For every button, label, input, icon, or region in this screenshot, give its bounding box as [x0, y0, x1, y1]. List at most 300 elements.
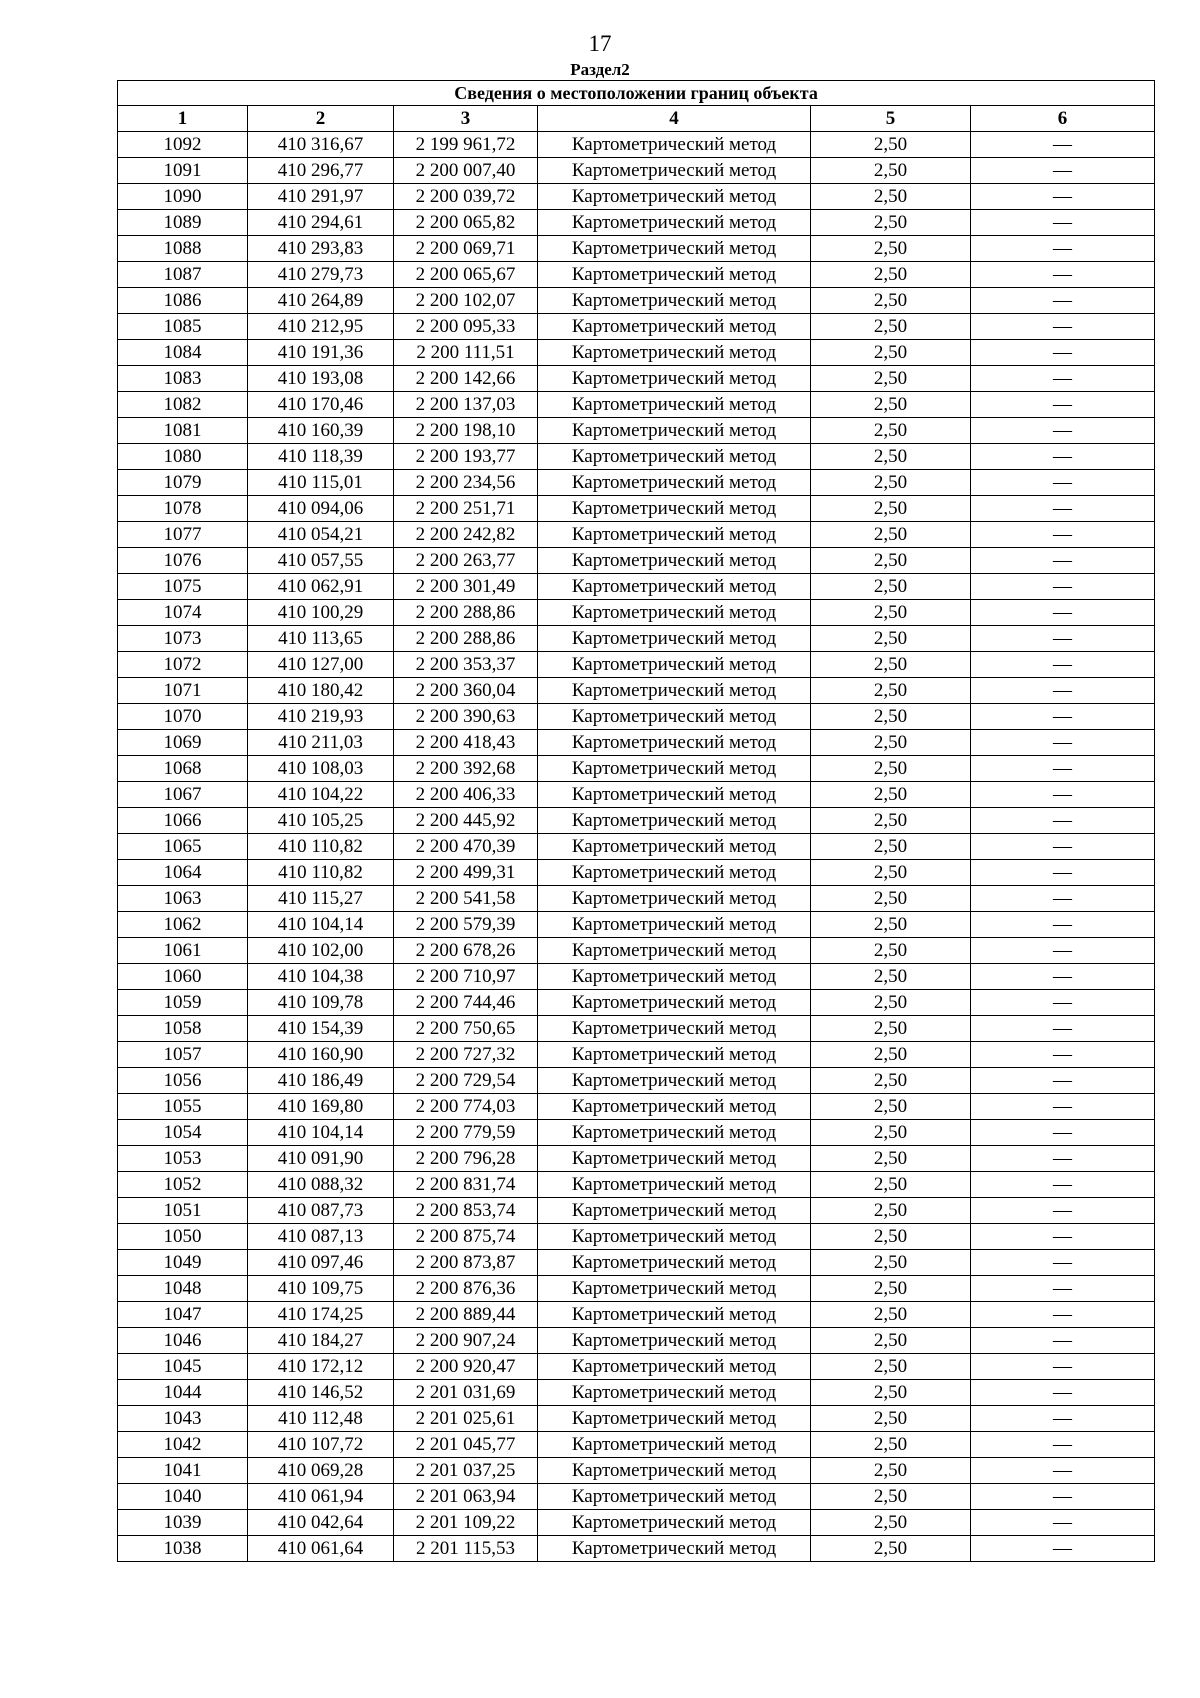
y-coordinate-cell: 2 200 406,33 — [394, 782, 538, 808]
table-row — [118, 366, 1155, 392]
x-coordinate-cell: 410 180,42 — [248, 678, 394, 704]
method-cell: Картометрический метод — [538, 704, 811, 730]
point-number-cell: 1045 — [118, 1354, 248, 1380]
table-row — [118, 1380, 1155, 1406]
column-header: 3 — [394, 106, 538, 132]
y-coordinate-cell: 2 200 392,68 — [394, 756, 538, 782]
table-caption: Сведения о местоположении границ объекта — [118, 81, 1155, 106]
method-cell: Картометрический метод — [538, 990, 811, 1016]
description-cell: — — [971, 1198, 1155, 1224]
x-coordinate-cell: 410 174,25 — [248, 1302, 394, 1328]
x-coordinate-cell: 410 291,97 — [248, 184, 394, 210]
point-number-cell: 1054 — [118, 1120, 248, 1146]
table-row — [118, 834, 1155, 860]
accuracy-cell: 2,50 — [811, 314, 971, 340]
accuracy-cell: 2,50 — [811, 184, 971, 210]
y-coordinate-cell: 2 201 109,22 — [394, 1510, 538, 1536]
table-row — [118, 288, 1155, 314]
column-header: 2 — [248, 106, 394, 132]
y-coordinate-cell: 2 200 779,59 — [394, 1120, 538, 1146]
description-cell: — — [971, 366, 1155, 392]
point-number-cell: 1062 — [118, 912, 248, 938]
accuracy-cell: 2,50 — [811, 366, 971, 392]
point-number-cell: 1077 — [118, 522, 248, 548]
x-coordinate-cell: 410 054,21 — [248, 522, 394, 548]
accuracy-cell: 2,50 — [811, 496, 971, 522]
point-number-cell: 1074 — [118, 600, 248, 626]
table-row — [118, 912, 1155, 938]
point-number-cell: 1039 — [118, 1510, 248, 1536]
point-number-cell: 1089 — [118, 210, 248, 236]
x-coordinate-cell: 410 105,25 — [248, 808, 394, 834]
table-row — [118, 1276, 1155, 1302]
y-coordinate-cell: 2 200 744,46 — [394, 990, 538, 1016]
description-cell: — — [971, 834, 1155, 860]
table-row — [118, 1458, 1155, 1484]
accuracy-cell: 2,50 — [811, 808, 971, 834]
table-row — [118, 860, 1155, 886]
method-cell: Картометрический метод — [538, 262, 811, 288]
method-cell: Картометрический метод — [538, 1432, 811, 1458]
y-coordinate-cell: 2 200 907,24 — [394, 1328, 538, 1354]
point-number-cell: 1064 — [118, 860, 248, 886]
y-coordinate-cell: 2 200 193,77 — [394, 444, 538, 470]
y-coordinate-cell: 2 200 251,71 — [394, 496, 538, 522]
point-number-cell: 1090 — [118, 184, 248, 210]
description-cell: — — [971, 912, 1155, 938]
method-cell: Картометрический метод — [538, 860, 811, 886]
x-coordinate-cell: 410 160,90 — [248, 1042, 394, 1068]
y-coordinate-cell: 2 200 727,32 — [394, 1042, 538, 1068]
point-number-cell: 1080 — [118, 444, 248, 470]
accuracy-cell: 2,50 — [811, 886, 971, 912]
description-cell: — — [971, 1302, 1155, 1328]
x-coordinate-cell: 410 115,27 — [248, 886, 394, 912]
point-number-cell: 1078 — [118, 496, 248, 522]
method-cell: Картометрический метод — [538, 288, 811, 314]
description-cell: — — [971, 1224, 1155, 1250]
method-cell: Картометрический метод — [538, 184, 811, 210]
table-row — [118, 340, 1155, 366]
x-coordinate-cell: 410 057,55 — [248, 548, 394, 574]
table-row — [118, 522, 1155, 548]
y-coordinate-cell: 2 199 961,72 — [394, 132, 538, 158]
description-cell: — — [971, 1016, 1155, 1042]
x-coordinate-cell: 410 169,80 — [248, 1094, 394, 1120]
x-coordinate-cell: 410 112,48 — [248, 1406, 394, 1432]
description-cell: — — [971, 574, 1155, 600]
point-number-cell: 1072 — [118, 652, 248, 678]
table-row — [118, 210, 1155, 236]
x-coordinate-cell: 410 088,32 — [248, 1172, 394, 1198]
y-coordinate-cell: 2 200 069,71 — [394, 236, 538, 262]
y-coordinate-cell: 2 200 301,49 — [394, 574, 538, 600]
method-cell: Картометрический метод — [538, 756, 811, 782]
y-coordinate-cell: 2 200 876,36 — [394, 1276, 538, 1302]
method-cell: Картометрический метод — [538, 886, 811, 912]
point-number-cell: 1053 — [118, 1146, 248, 1172]
method-cell: Картометрический метод — [538, 1458, 811, 1484]
method-cell: Картометрический метод — [538, 132, 811, 158]
accuracy-cell: 2,50 — [811, 1016, 971, 1042]
description-cell: — — [971, 1250, 1155, 1276]
table-body — [118, 132, 1155, 1562]
point-number-cell: 1067 — [118, 782, 248, 808]
method-cell: Картометрический метод — [538, 548, 811, 574]
table-row — [118, 496, 1155, 522]
method-cell: Картометрический метод — [538, 1276, 811, 1302]
description-cell: — — [971, 444, 1155, 470]
table-row — [118, 470, 1155, 496]
point-number-cell: 1069 — [118, 730, 248, 756]
point-number-cell: 1041 — [118, 1458, 248, 1484]
accuracy-cell: 2,50 — [811, 1172, 971, 1198]
accuracy-cell: 2,50 — [811, 756, 971, 782]
x-coordinate-cell: 410 069,28 — [248, 1458, 394, 1484]
accuracy-cell: 2,50 — [811, 574, 971, 600]
accuracy-cell: 2,50 — [811, 262, 971, 288]
description-cell: — — [971, 730, 1155, 756]
y-coordinate-cell: 2 200 360,04 — [394, 678, 538, 704]
accuracy-cell: 2,50 — [811, 470, 971, 496]
point-number-cell: 1082 — [118, 392, 248, 418]
point-number-cell: 1060 — [118, 964, 248, 990]
accuracy-cell: 2,50 — [811, 158, 971, 184]
point-number-cell: 1066 — [118, 808, 248, 834]
column-header: 1 — [118, 106, 248, 132]
x-coordinate-cell: 410 279,73 — [248, 262, 394, 288]
x-coordinate-cell: 410 184,27 — [248, 1328, 394, 1354]
table-row — [118, 782, 1155, 808]
method-cell: Картометрический метод — [538, 730, 811, 756]
y-coordinate-cell: 2 200 102,07 — [394, 288, 538, 314]
accuracy-cell: 2,50 — [811, 1146, 971, 1172]
accuracy-cell: 2,50 — [811, 652, 971, 678]
method-cell: Картометрический метод — [538, 1484, 811, 1510]
y-coordinate-cell: 2 200 065,82 — [394, 210, 538, 236]
table-row — [118, 626, 1155, 652]
description-cell: — — [971, 1380, 1155, 1406]
point-number-cell: 1073 — [118, 626, 248, 652]
y-coordinate-cell: 2 200 889,44 — [394, 1302, 538, 1328]
description-cell: — — [971, 1510, 1155, 1536]
table-row — [118, 1406, 1155, 1432]
y-coordinate-cell: 2 201 031,69 — [394, 1380, 538, 1406]
x-coordinate-cell: 410 211,03 — [248, 730, 394, 756]
method-cell: Картометрический метод — [538, 1094, 811, 1120]
accuracy-cell: 2,50 — [811, 1328, 971, 1354]
accuracy-cell: 2,50 — [811, 1406, 971, 1432]
description-cell: — — [971, 1094, 1155, 1120]
point-number-cell: 1071 — [118, 678, 248, 704]
point-number-cell: 1051 — [118, 1198, 248, 1224]
table-header-row — [118, 106, 1155, 132]
x-coordinate-cell: 410 294,61 — [248, 210, 394, 236]
accuracy-cell: 2,50 — [811, 1068, 971, 1094]
method-cell: Картометрический метод — [538, 444, 811, 470]
accuracy-cell: 2,50 — [811, 964, 971, 990]
y-coordinate-cell: 2 201 115,53 — [394, 1536, 538, 1562]
method-cell: Картометрический метод — [538, 964, 811, 990]
accuracy-cell: 2,50 — [811, 132, 971, 158]
y-coordinate-cell: 2 201 025,61 — [394, 1406, 538, 1432]
y-coordinate-cell: 2 200 831,74 — [394, 1172, 538, 1198]
y-coordinate-cell: 2 200 470,39 — [394, 834, 538, 860]
y-coordinate-cell: 2 200 873,87 — [394, 1250, 538, 1276]
y-coordinate-cell: 2 200 853,74 — [394, 1198, 538, 1224]
description-cell: — — [971, 652, 1155, 678]
accuracy-cell: 2,50 — [811, 236, 971, 262]
point-number-cell: 1050 — [118, 1224, 248, 1250]
description-cell: — — [971, 314, 1155, 340]
accuracy-cell: 2,50 — [811, 1276, 971, 1302]
y-coordinate-cell: 2 200 390,63 — [394, 704, 538, 730]
table-row — [118, 1016, 1155, 1042]
y-coordinate-cell: 2 200 541,58 — [394, 886, 538, 912]
x-coordinate-cell: 410 109,78 — [248, 990, 394, 1016]
accuracy-cell: 2,50 — [811, 704, 971, 730]
method-cell: Картометрический метод — [538, 626, 811, 652]
accuracy-cell: 2,50 — [811, 626, 971, 652]
method-cell: Картометрический метод — [538, 1120, 811, 1146]
description-cell: — — [971, 886, 1155, 912]
point-number-cell: 1076 — [118, 548, 248, 574]
accuracy-cell: 2,50 — [811, 1458, 971, 1484]
table-row — [118, 236, 1155, 262]
y-coordinate-cell: 2 200 445,92 — [394, 808, 538, 834]
description-cell: — — [971, 496, 1155, 522]
method-cell: Картометрический метод — [538, 1510, 811, 1536]
table-row — [118, 730, 1155, 756]
x-coordinate-cell: 410 296,77 — [248, 158, 394, 184]
table-row — [118, 600, 1155, 626]
point-number-cell: 1079 — [118, 470, 248, 496]
y-coordinate-cell: 2 200 678,26 — [394, 938, 538, 964]
x-coordinate-cell: 410 094,06 — [248, 496, 394, 522]
method-cell: Картометрический метод — [538, 392, 811, 418]
description-cell: — — [971, 522, 1155, 548]
y-coordinate-cell: 2 200 263,77 — [394, 548, 538, 574]
accuracy-cell: 2,50 — [811, 1094, 971, 1120]
table-row — [118, 1510, 1155, 1536]
description-cell: — — [971, 938, 1155, 964]
point-number-cell: 1083 — [118, 366, 248, 392]
y-coordinate-cell: 2 201 045,77 — [394, 1432, 538, 1458]
y-coordinate-cell: 2 200 920,47 — [394, 1354, 538, 1380]
method-cell: Картометрический метод — [538, 1354, 811, 1380]
accuracy-cell: 2,50 — [811, 1120, 971, 1146]
column-header: 4 — [538, 106, 811, 132]
point-number-cell: 1088 — [118, 236, 248, 262]
method-cell: Картометрический метод — [538, 600, 811, 626]
point-number-cell: 1043 — [118, 1406, 248, 1432]
y-coordinate-cell: 2 200 242,82 — [394, 522, 538, 548]
method-cell: Картометрический метод — [538, 1016, 811, 1042]
table-row — [118, 1068, 1155, 1094]
method-cell: Картометрический метод — [538, 366, 811, 392]
table-row — [118, 184, 1155, 210]
method-cell: Картометрический метод — [538, 1250, 811, 1276]
table-row — [118, 418, 1155, 444]
table-row — [118, 158, 1155, 184]
accuracy-cell: 2,50 — [811, 1484, 971, 1510]
point-number-cell: 1057 — [118, 1042, 248, 1068]
method-cell: Картометрический метод — [538, 210, 811, 236]
table-row — [118, 548, 1155, 574]
table-row — [118, 756, 1155, 782]
x-coordinate-cell: 410 104,14 — [248, 1120, 394, 1146]
table-row — [118, 1354, 1155, 1380]
x-coordinate-cell: 410 061,94 — [248, 1484, 394, 1510]
accuracy-cell: 2,50 — [811, 1380, 971, 1406]
x-coordinate-cell: 410 127,00 — [248, 652, 394, 678]
y-coordinate-cell: 2 200 579,39 — [394, 912, 538, 938]
accuracy-cell: 2,50 — [811, 782, 971, 808]
description-cell: — — [971, 860, 1155, 886]
x-coordinate-cell: 410 160,39 — [248, 418, 394, 444]
table-row — [118, 964, 1155, 990]
x-coordinate-cell: 410 109,75 — [248, 1276, 394, 1302]
method-cell: Картометрический метод — [538, 834, 811, 860]
accuracy-cell: 2,50 — [811, 600, 971, 626]
accuracy-cell: 2,50 — [811, 1432, 971, 1458]
accuracy-cell: 2,50 — [811, 990, 971, 1016]
point-number-cell: 1092 — [118, 132, 248, 158]
description-cell: — — [971, 184, 1155, 210]
x-coordinate-cell: 410 118,39 — [248, 444, 394, 470]
accuracy-cell: 2,50 — [811, 1536, 971, 1562]
method-cell: Картометрический метод — [538, 1380, 811, 1406]
table-row — [118, 652, 1155, 678]
y-coordinate-cell: 2 200 729,54 — [394, 1068, 538, 1094]
x-coordinate-cell: 410 042,64 — [248, 1510, 394, 1536]
description-cell: — — [971, 392, 1155, 418]
point-number-cell: 1081 — [118, 418, 248, 444]
method-cell: Картометрический метод — [538, 314, 811, 340]
point-number-cell: 1084 — [118, 340, 248, 366]
method-cell: Картометрический метод — [538, 1302, 811, 1328]
method-cell: Картометрический метод — [538, 1042, 811, 1068]
method-cell: Картометрический метод — [538, 1172, 811, 1198]
description-cell: — — [971, 1172, 1155, 1198]
description-cell: — — [971, 158, 1155, 184]
method-cell: Картометрический метод — [538, 652, 811, 678]
y-coordinate-cell: 2 200 774,03 — [394, 1094, 538, 1120]
x-coordinate-cell: 410 154,39 — [248, 1016, 394, 1042]
method-cell: Картометрический метод — [538, 574, 811, 600]
table-row — [118, 1042, 1155, 1068]
point-number-cell: 1044 — [118, 1380, 248, 1406]
description-cell: — — [971, 704, 1155, 730]
y-coordinate-cell: 2 200 418,43 — [394, 730, 538, 756]
table-row — [118, 262, 1155, 288]
table-row — [118, 678, 1155, 704]
table-row — [118, 938, 1155, 964]
y-coordinate-cell: 2 201 063,94 — [394, 1484, 538, 1510]
point-number-cell: 1063 — [118, 886, 248, 912]
y-coordinate-cell: 2 200 111,51 — [394, 340, 538, 366]
description-cell: — — [971, 132, 1155, 158]
description-cell: — — [971, 1536, 1155, 1562]
table-row — [118, 1146, 1155, 1172]
x-coordinate-cell: 410 100,29 — [248, 600, 394, 626]
x-coordinate-cell: 410 104,38 — [248, 964, 394, 990]
description-cell: — — [971, 1328, 1155, 1354]
method-cell: Картометрический метод — [538, 340, 811, 366]
accuracy-cell: 2,50 — [811, 860, 971, 886]
accuracy-cell: 2,50 — [811, 1198, 971, 1224]
method-cell: Картометрический метод — [538, 808, 811, 834]
x-coordinate-cell: 410 212,95 — [248, 314, 394, 340]
point-number-cell: 1058 — [118, 1016, 248, 1042]
accuracy-cell: 2,50 — [811, 678, 971, 704]
y-coordinate-cell: 2 200 007,40 — [394, 158, 538, 184]
accuracy-cell: 2,50 — [811, 340, 971, 366]
method-cell: Картометрический метод — [538, 1406, 811, 1432]
y-coordinate-cell: 2 200 198,10 — [394, 418, 538, 444]
method-cell: Картометрический метод — [538, 1198, 811, 1224]
description-cell: — — [971, 626, 1155, 652]
point-number-cell: 1086 — [118, 288, 248, 314]
accuracy-cell: 2,50 — [811, 1302, 971, 1328]
x-coordinate-cell: 410 264,89 — [248, 288, 394, 314]
method-cell: Картометрический метод — [538, 938, 811, 964]
description-cell: — — [971, 808, 1155, 834]
method-cell: Картометрический метод — [538, 678, 811, 704]
method-cell: Картометрический метод — [538, 1328, 811, 1354]
y-coordinate-cell: 2 200 039,72 — [394, 184, 538, 210]
description-cell: — — [971, 1146, 1155, 1172]
description-cell: — — [971, 1276, 1155, 1302]
x-coordinate-cell: 410 061,64 — [248, 1536, 394, 1562]
method-cell: Картометрический метод — [538, 418, 811, 444]
x-coordinate-cell: 410 097,46 — [248, 1250, 394, 1276]
table-row — [118, 1432, 1155, 1458]
description-cell: — — [971, 1068, 1155, 1094]
point-number-cell: 1056 — [118, 1068, 248, 1094]
y-coordinate-cell: 2 200 353,37 — [394, 652, 538, 678]
table-row — [118, 1302, 1155, 1328]
accuracy-cell: 2,50 — [811, 392, 971, 418]
x-coordinate-cell: 410 102,00 — [248, 938, 394, 964]
column-header: 6 — [971, 106, 1155, 132]
point-number-cell: 1046 — [118, 1328, 248, 1354]
y-coordinate-cell: 2 200 288,86 — [394, 600, 538, 626]
description-cell: — — [971, 262, 1155, 288]
y-coordinate-cell: 2 200 234,56 — [394, 470, 538, 496]
description-cell: — — [971, 600, 1155, 626]
x-coordinate-cell: 410 108,03 — [248, 756, 394, 782]
x-coordinate-cell: 410 087,13 — [248, 1224, 394, 1250]
x-coordinate-cell: 410 104,22 — [248, 782, 394, 808]
accuracy-cell: 2,50 — [811, 730, 971, 756]
x-coordinate-cell: 410 193,08 — [248, 366, 394, 392]
accuracy-cell: 2,50 — [811, 418, 971, 444]
y-coordinate-cell: 2 200 065,67 — [394, 262, 538, 288]
x-coordinate-cell: 410 115,01 — [248, 470, 394, 496]
x-coordinate-cell: 410 186,49 — [248, 1068, 394, 1094]
point-number-cell: 1047 — [118, 1302, 248, 1328]
accuracy-cell: 2,50 — [811, 1354, 971, 1380]
point-number-cell: 1061 — [118, 938, 248, 964]
accuracy-cell: 2,50 — [811, 912, 971, 938]
table-row — [118, 808, 1155, 834]
table-row — [118, 1198, 1155, 1224]
accuracy-cell: 2,50 — [811, 210, 971, 236]
x-coordinate-cell: 410 170,46 — [248, 392, 394, 418]
accuracy-cell: 2,50 — [811, 938, 971, 964]
y-coordinate-cell: 2 200 796,28 — [394, 1146, 538, 1172]
